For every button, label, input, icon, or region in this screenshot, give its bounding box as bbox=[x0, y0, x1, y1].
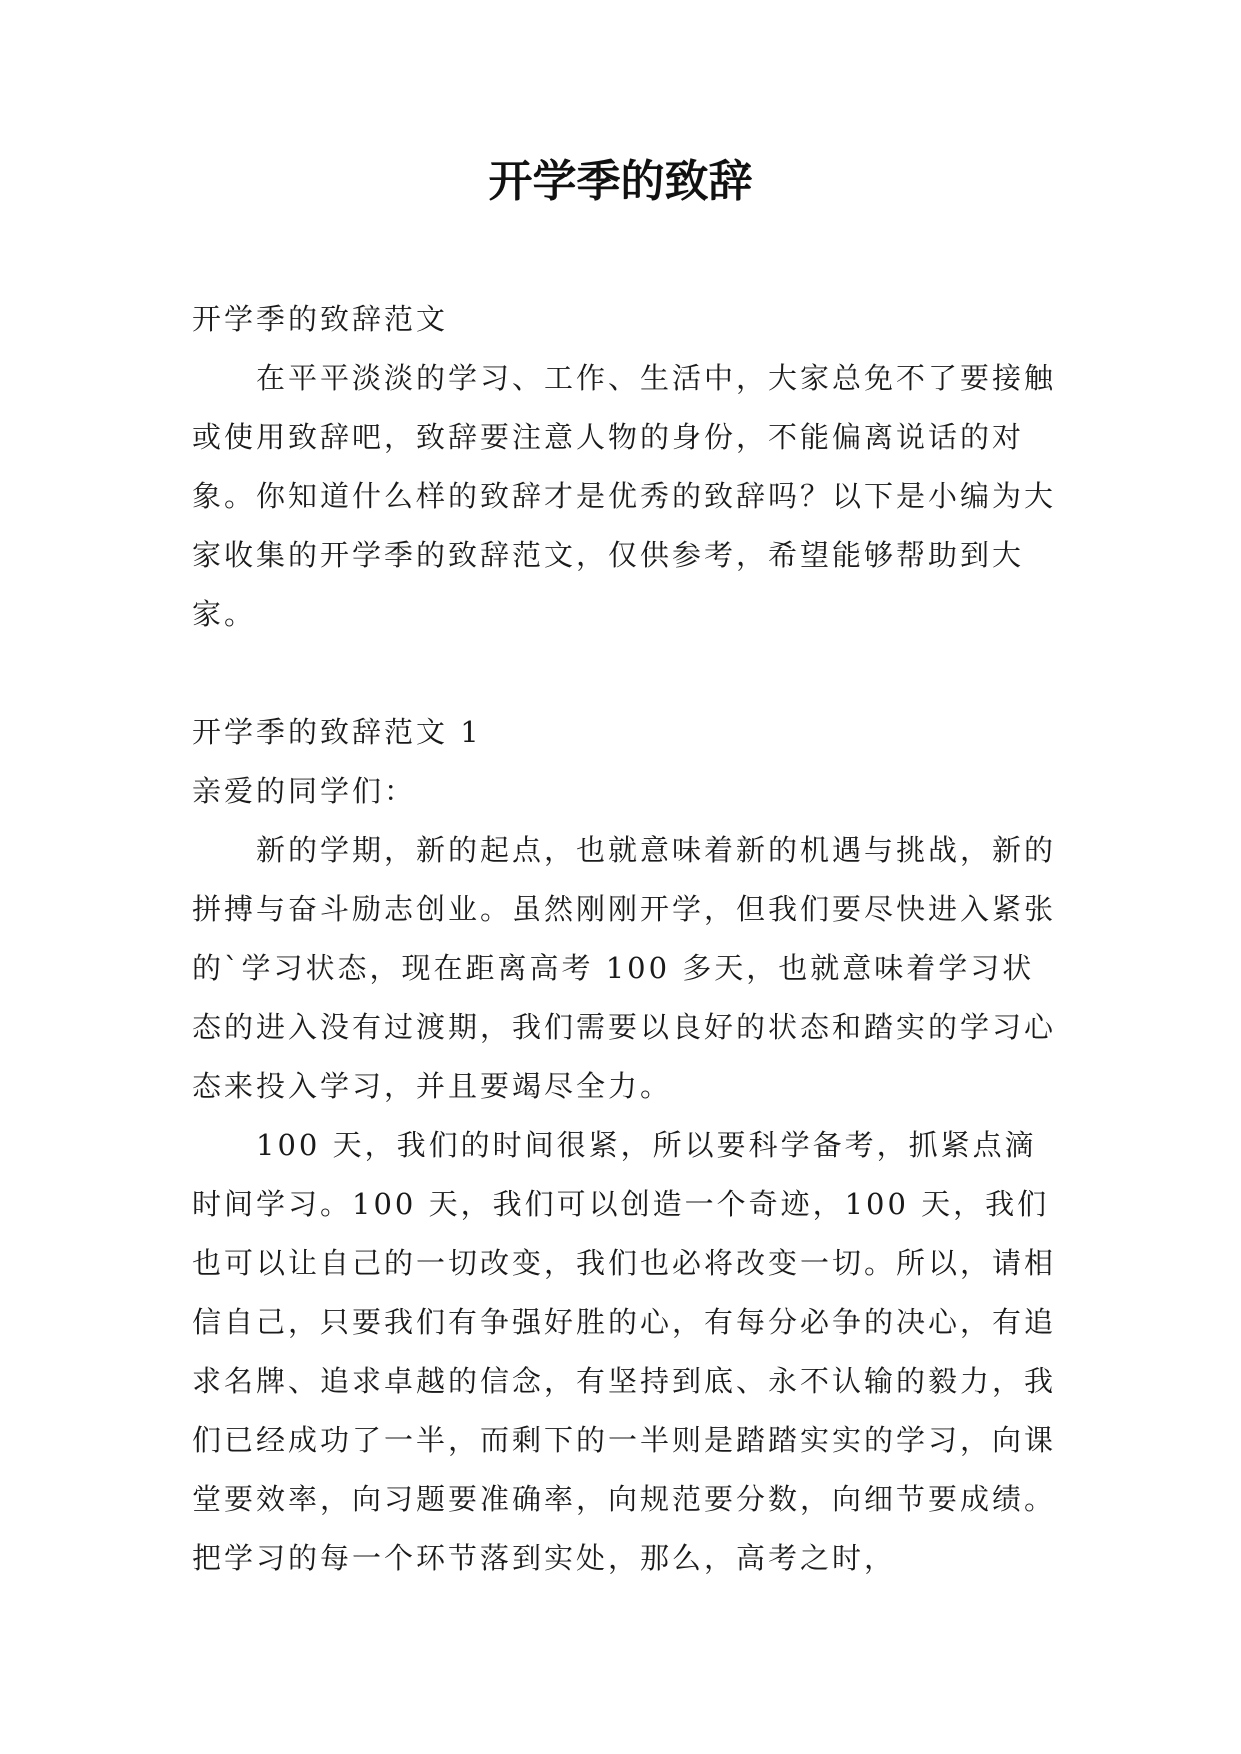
document-subtitle: 开学季的致辞范文 bbox=[192, 302, 449, 336]
salutation: 亲爱的同学们： bbox=[192, 774, 417, 808]
document-title: 开学季的致辞 bbox=[488, 156, 753, 207]
body-paragraph-1: 新的学期，新的起点，也就意味着新的机遇与挑战，新的拼搏与奋斗励志创业。虽然刚刚开学，但我们要尽快进入紧张的`学习状态，现在距离高考 100 多天，也就意味着学习状态的进入没有过渡期，我们需要以良好的状态和踏实的学习心态来投入学习，并且要竭尽全力。 bbox=[192, 833, 1057, 1103]
body-paragraph-2: 100 天，我们的时间很紧，所以要科学备考，抓紧点滴时间学习。100 天，我们可以创造一个奇迹，100 天，我们也可以让自己的一切改变，我们也必将改变一切。所以，请相信自己，只要我们有争强好胜的心，有每分必争的决心，有追求名牌、追求卓越的信念，有坚持到底、永不认输的毅力，我们已经成功了一半，而剩下的一半则是踏踏实实的学习，向课堂要效率，向习题要准确率，向规范要分数，向细节要成绩。把学习的每一个环节落到实处，那么，高考之时， bbox=[192, 1128, 1057, 1575]
document-body bbox=[192, 290, 1062, 1588]
intro-paragraph: 在平平淡淡的学习、工作、生活中，大家总免不了要接触或使用致辞吧，致辞要注意人物的身份，不能偏离说话的对象。你知道什么样的致辞才是优秀的致辞吗？以下是小编为大家收集的开学季的致辞范文，仅供参考，希望能够帮助到大家。 bbox=[192, 361, 1057, 631]
section-heading: 开学季的致辞范文 1 bbox=[192, 715, 482, 749]
